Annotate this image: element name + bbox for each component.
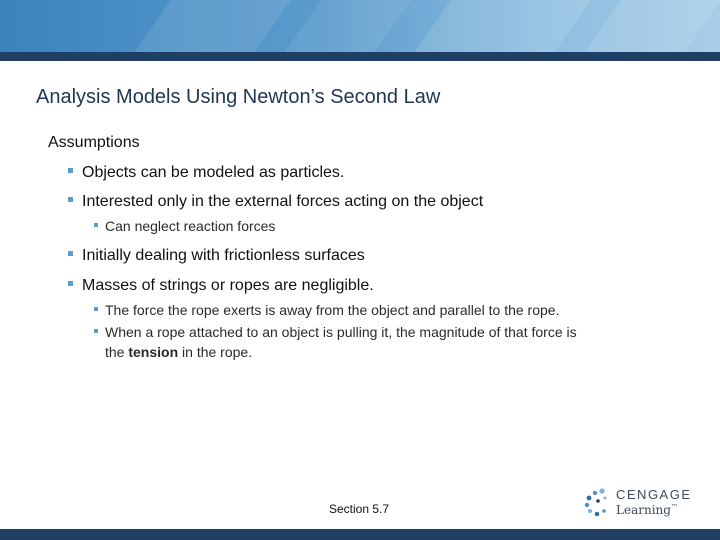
sub-bullet-text: The force the rope exerts is away from the object and parallel to the rope. xyxy=(105,302,560,318)
bullet-item xyxy=(68,164,344,182)
bullet-icon xyxy=(68,281,73,286)
bullet-item xyxy=(68,193,483,211)
logo-subtext xyxy=(616,503,678,517)
header-divider-band xyxy=(0,52,720,61)
bullet-icon xyxy=(68,251,73,256)
tension-term: tension xyxy=(128,344,179,360)
sub-bullet-icon xyxy=(94,329,98,333)
logo-subtext-word: Learning xyxy=(616,503,671,517)
sub-bullet-text: When a rope attached to an object is pulling it, the magnitude of that force is xyxy=(105,324,577,340)
sub-bullet-item xyxy=(94,302,559,318)
bullet-text: Initially dealing with frictionless surfaces xyxy=(82,247,365,264)
sub-bullet-icon xyxy=(94,307,98,311)
banner-decoration xyxy=(402,0,598,52)
banner-decoration xyxy=(572,0,720,52)
logo-text: CENGAGE xyxy=(616,487,692,502)
cengage-dots-icon xyxy=(584,487,612,517)
bullet-text: Objects can be modeled as particles. xyxy=(82,164,345,181)
banner-decoration xyxy=(272,0,418,52)
bullet-icon xyxy=(68,197,73,202)
trademark-mark: ™ xyxy=(670,503,678,511)
sub-bullet-item xyxy=(94,322,654,362)
bullet-item xyxy=(68,247,365,265)
banner-decoration xyxy=(122,0,298,52)
bullet-icon xyxy=(68,168,73,173)
cengage-logo xyxy=(584,485,694,521)
sub-bullet-continuation: the xyxy=(105,344,129,360)
section-heading: Assumptions xyxy=(48,134,140,151)
sub-bullet-item xyxy=(94,218,275,234)
sub-bullet-continuation: in the rope. xyxy=(178,344,253,360)
slide-title: Analysis Models Using Newton’s Second Law xyxy=(36,86,441,108)
footer-band xyxy=(0,529,720,540)
sub-bullet-text: Can neglect reaction forces xyxy=(105,218,276,234)
bullet-text: Masses of strings or ropes are negligible. xyxy=(82,277,374,294)
sub-bullet-icon xyxy=(94,223,98,227)
header-banner xyxy=(0,0,720,52)
bullet-item xyxy=(68,277,374,295)
bullet-text: Interested only in the external forces acting on the object xyxy=(82,193,484,210)
section-footer: Section 5.7 xyxy=(329,502,390,516)
